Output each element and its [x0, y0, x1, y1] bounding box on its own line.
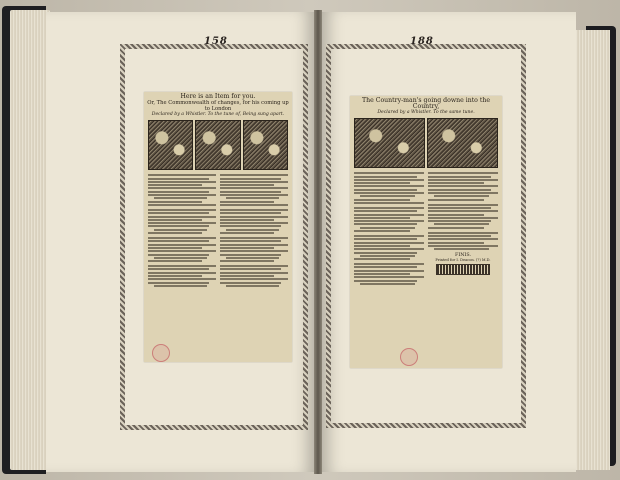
verse-column: [428, 171, 498, 288]
left-ballad-text: [144, 172, 292, 291]
right-ballad-heading: The Country-man's going downe into the Country,: [361, 97, 491, 110]
woodcut-panel: [148, 120, 193, 170]
library-stamp: [152, 344, 170, 362]
verse-column: [220, 173, 288, 290]
page-edges-right: [570, 30, 610, 470]
right-ballad-title: [350, 96, 502, 116]
left-ballad-subtitle: Or, The Commonwealth of changes, for his coming up to London: [147, 100, 289, 112]
left-page: [46, 12, 314, 472]
page-edges-left: [10, 10, 50, 470]
book-gutter: [314, 10, 322, 474]
verse-column: [148, 173, 216, 290]
library-stamp: [400, 348, 418, 366]
left-woodcut-illustration: [148, 120, 288, 170]
left-ballad-sheet: [144, 92, 292, 362]
right-ballad-sheet: [350, 96, 502, 368]
woodcut-panel: [195, 120, 240, 170]
left-ballad-title: [144, 92, 292, 118]
left-ballad-heading: Here is an Item for you.: [180, 93, 256, 100]
woodcut-panel: [243, 120, 288, 170]
woodcut-panel: [427, 118, 498, 168]
ballad-imprint: Printed for I. Deacon. (?) M.D.: [435, 258, 491, 263]
right-page-number: 188: [410, 36, 434, 47]
printer-ornament: [436, 264, 490, 275]
woodcut-panel: [354, 118, 425, 168]
left-ballad-tune: Declared by a Whistler. To the tune of, Being sung apart.: [151, 112, 285, 117]
right-ballad-tune: Declared by a Whistler. To the same tune.: [377, 110, 475, 115]
right-woodcut-illustration: [354, 118, 498, 168]
ballad-finis: FINIS.: [455, 253, 471, 259]
right-page: [322, 12, 576, 472]
right-ballad-text: [350, 170, 502, 289]
verse-column: [354, 171, 424, 288]
left-page-number: 158: [204, 36, 228, 47]
